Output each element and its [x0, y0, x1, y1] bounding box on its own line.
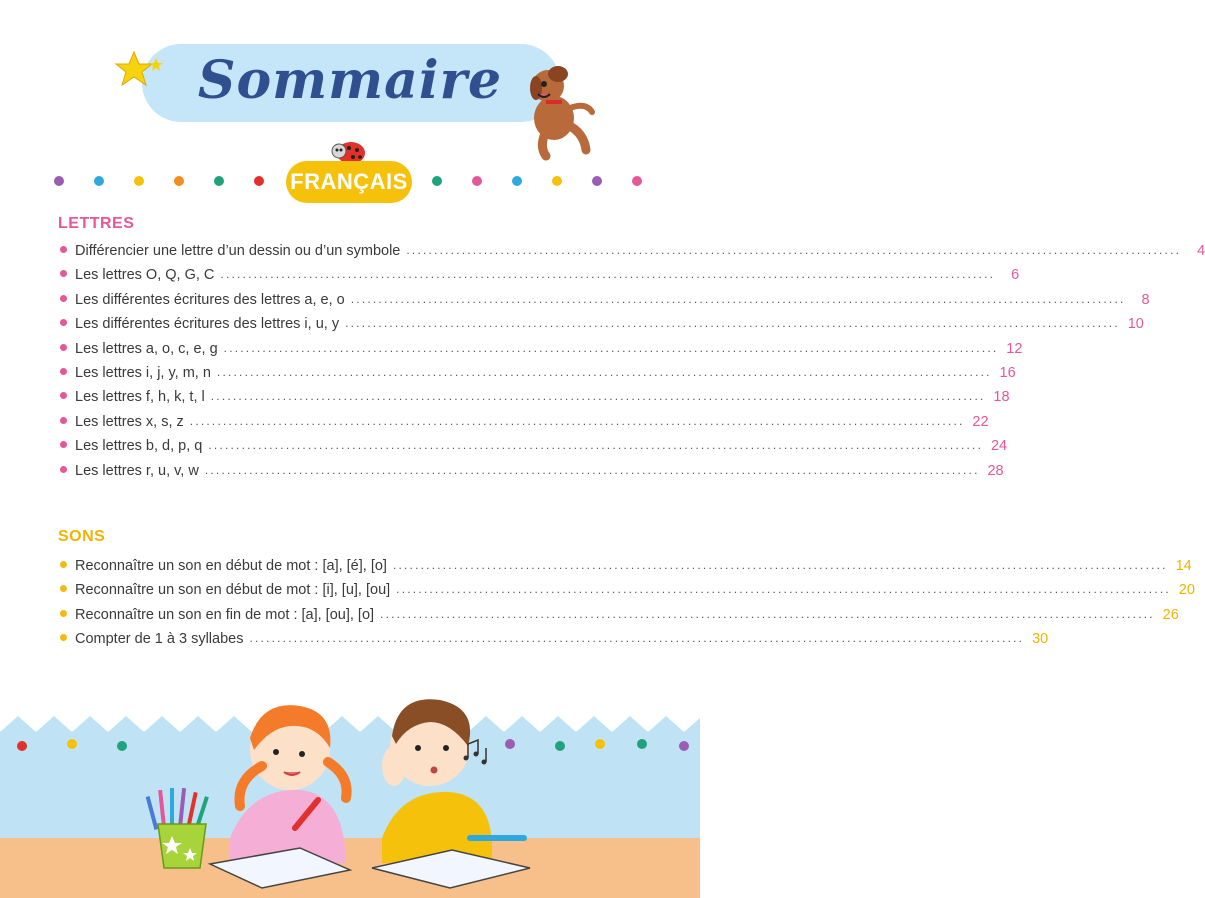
toc-item-text: Compter de 1 à 3 syllabes: [75, 631, 244, 648]
toc-item: [60, 243, 1205, 267]
dot: [592, 176, 602, 186]
toc-item: [60, 413, 989, 438]
dot: [54, 176, 64, 186]
bullet-icon: [60, 246, 67, 253]
section-heading-sons: SONS: [58, 528, 106, 545]
dot-leader: ............................................................................................................................................: [208, 438, 984, 453]
bullet-icon: [60, 417, 67, 424]
dot: [214, 176, 224, 186]
toc-item-text: Les lettres b, d, p, q: [75, 438, 203, 455]
bullet-icon: [60, 368, 67, 375]
dot: [174, 176, 184, 186]
dot: [552, 176, 562, 186]
dot-leader: ............................................................................................................................................: [396, 582, 1171, 597]
toc-item: [60, 389, 1010, 413]
dot: [254, 176, 264, 186]
toc-item-page: 10: [1127, 316, 1144, 333]
toc-item-text: Différencier une lettre d’un dessin ou d’un symbole: [75, 243, 401, 259]
toc-item-text: Les différentes écritures des lettres a, e, o: [75, 291, 345, 308]
bullet-icon: [60, 270, 67, 277]
toc-item-page: 20: [1178, 582, 1195, 599]
dot-leader: ............................................................................................................................................: [380, 606, 1155, 621]
dog-illustration: [520, 56, 600, 162]
toc-item: [60, 582, 1195, 606]
toc-item-page: 30: [1032, 631, 1049, 648]
toc-item-page: 28: [987, 462, 1004, 479]
toc-item: [60, 438, 1008, 462]
toc-item-text: Les lettres f, h, k, t, l: [75, 389, 205, 406]
toc-item-page: 14: [1175, 558, 1192, 574]
toc-item: [60, 364, 1016, 389]
bullet-icon: [60, 466, 67, 473]
bullet-icon: [60, 295, 67, 302]
dot-leader: ............................................................................................................................................: [345, 316, 1120, 331]
dot: [632, 176, 642, 186]
toc-item: [60, 316, 1144, 340]
dot-leader: ............................................................................................................................................: [189, 413, 965, 428]
toc-item-text: Les lettres i, j, y, m, n: [75, 364, 211, 381]
toc-item-page: 26: [1162, 606, 1179, 623]
toc-item-text: Reconnaître un son en fin de mot : [a], [ou], [o]: [75, 606, 375, 623]
toc-item-page: 6: [1011, 267, 1020, 284]
toc-item-text: Les lettres x, s, z: [75, 413, 184, 430]
bullet-icon: [60, 585, 67, 592]
toc-item-text: Reconnaître un son en début de mot : [a], [é], [o]: [75, 558, 387, 574]
toc-item: [60, 340, 1023, 365]
bullet-icon: [60, 441, 67, 448]
subject-badge: FRANÇAIS: [286, 161, 412, 203]
bullet-icon: [60, 561, 67, 568]
toc-item: [60, 267, 1020, 291]
toc-item-page: 18: [993, 389, 1010, 406]
star-icon: [112, 48, 168, 90]
toc-item-text: Reconnaître un son en début de mot : [i], [u], [ou]: [75, 582, 391, 599]
page-title: Sommaire: [197, 50, 503, 111]
toc-item-page: 22: [972, 413, 989, 430]
toc-item-page: 16: [999, 364, 1016, 381]
dot: [512, 176, 522, 186]
toc-item: [60, 558, 1192, 582]
dot-leader: ............................................................................................................................................: [220, 267, 996, 282]
toc-item-text: Les lettres r, u, v, w: [75, 462, 199, 479]
children-reading-illustration: [0, 688, 700, 898]
dot-leader: ............................................................................................................................................: [204, 462, 980, 477]
dot: [94, 176, 104, 186]
toc-item: [60, 606, 1179, 631]
dot: [134, 176, 144, 186]
dot-leader: ............................................................................................................................................: [392, 558, 1168, 572]
toc-item-page: 8: [1141, 291, 1150, 308]
toc-item-text: Les lettres a, o, c, e, g: [75, 340, 218, 357]
dot: [472, 176, 482, 186]
dot-leader: ............................................................................................................................................: [406, 243, 1182, 257]
toc-item-page: 4: [1197, 243, 1205, 259]
bullet-icon: [60, 392, 67, 399]
dot-leader: ............................................................................................................................................: [223, 340, 999, 355]
bullet-icon: [60, 319, 67, 326]
dot-leader: ............................................................................................................................................: [216, 364, 992, 379]
toc-item-page: 24: [990, 438, 1008, 455]
toc-item: [60, 462, 1004, 487]
dot-leader: ............................................................................................................................................: [350, 291, 1126, 306]
dot-leader: ............................................................................................................................................: [210, 389, 986, 404]
toc-item-text: Les lettres O, Q, G, C: [75, 267, 215, 284]
toc-item-text: Les différentes écritures des lettres i, u, y: [75, 316, 340, 333]
toc-item: [60, 291, 1150, 316]
toc-list-lettres: [60, 243, 1205, 487]
dot-leader: ............................................................................................................................................: [249, 631, 1025, 646]
bullet-icon: [60, 610, 67, 617]
section-heading-lettres: LETTRES: [58, 215, 135, 232]
dot: [432, 176, 442, 186]
toc-item-page: 12: [1006, 340, 1023, 357]
bullet-icon: [60, 634, 67, 641]
toc-item: [60, 631, 1049, 655]
toc-list-sons: [60, 558, 1195, 656]
bullet-icon: [60, 344, 67, 351]
